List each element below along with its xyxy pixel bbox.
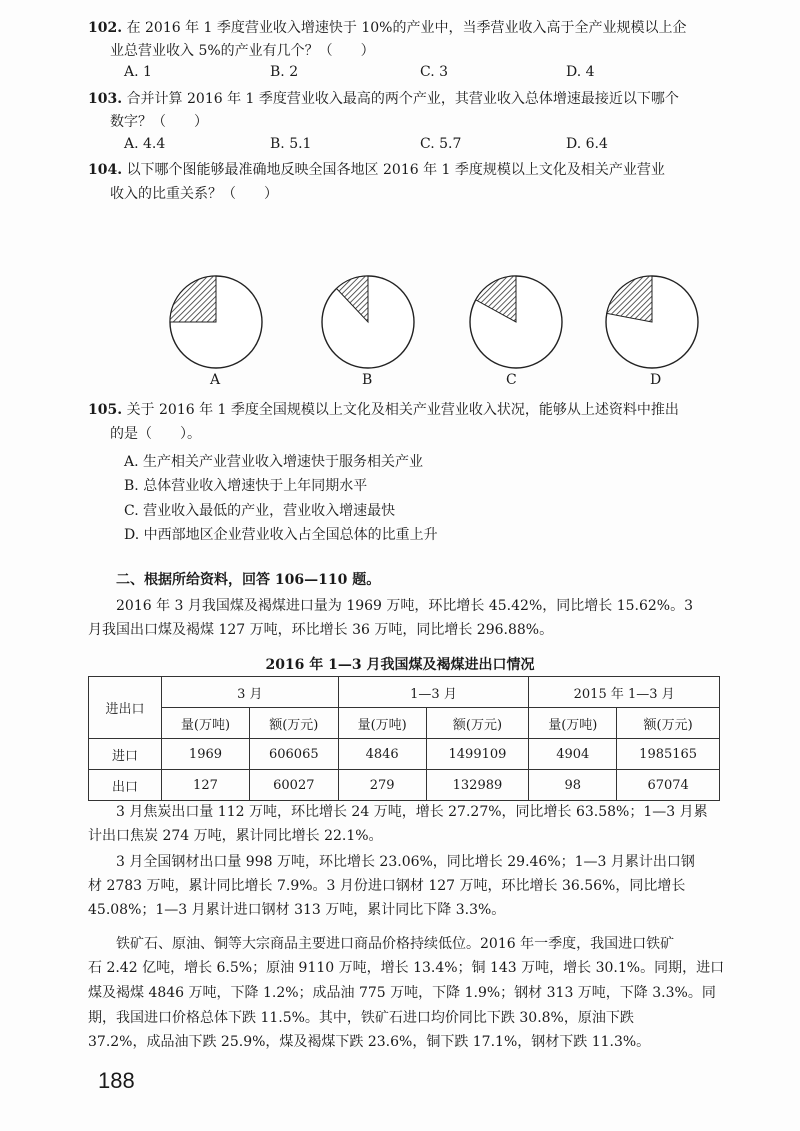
q105-option-c: C. 营业收入最低的产业，营业收入增速最快 xyxy=(124,503,396,519)
coal-trade-table xyxy=(88,676,720,801)
q105-option-b: B. 总体营业收入增速快于上年同期水平 xyxy=(124,478,368,494)
pie-c xyxy=(466,272,566,372)
q105-option-a: A. 生产相关产业营业收入增速快于服务相关产业 xyxy=(124,454,424,470)
cell: 67074 xyxy=(617,770,720,801)
pie-slice-hatched xyxy=(170,276,216,322)
question-text: 关于 2016 年 1 季度全国规模以上文化及相关产业营业收入状况，能够从上述资料中推出 xyxy=(126,402,679,418)
paragraph-line: 期，我国进口价格总体下跌 11.5%。其中，铁矿石进口均价同比下跌 30.8%，原油下跌 xyxy=(88,1010,634,1026)
table-corner-header: 进出口 xyxy=(89,677,162,739)
q103-option-c: C. 5.7 xyxy=(420,136,462,152)
cell: 4904 xyxy=(529,739,617,770)
paragraph-line: 37.2%，成品油下跌 25.9%，煤及褐煤下跌 23.6%，铜下跌 17.1%，钢材下跌 11.3%。 xyxy=(88,1034,651,1050)
question-number: 102. xyxy=(88,20,123,36)
paragraph-line: 3 月焦炭出口量 112 万吨，环比增长 24 万吨，增长 27.27%，同比增长 63.58%；1—3 月累 xyxy=(88,804,708,820)
row-label: 出口 xyxy=(89,770,162,801)
question-text: 在 2016 年 1 季度营业收入增速快于 10%的产业中，当季营业收入高于全产业规模以上企 xyxy=(126,20,687,36)
sub-header: 量(万吨) xyxy=(162,708,250,739)
table-row xyxy=(89,770,720,801)
table-title: 2016 年 1—3 月我国煤及褐煤进出口情况 xyxy=(265,657,535,673)
cell: 606065 xyxy=(249,739,338,770)
cell: 4846 xyxy=(338,739,426,770)
pie-label-d: D xyxy=(650,372,662,388)
pie-b xyxy=(318,272,418,372)
q102-line1 xyxy=(88,18,686,38)
question-number: 104. xyxy=(88,162,123,178)
paragraph-line: 2016 年 3 月我国煤及褐煤进口量为 1969 万吨，环比增长 45.42%，同比增长 15.62%。3 xyxy=(116,598,693,614)
q103-line2: 数字？（ ） xyxy=(110,114,208,130)
q102-option-b: B. 2 xyxy=(270,64,299,80)
table-row xyxy=(89,739,720,770)
sub-header: 额(万元) xyxy=(617,708,720,739)
question-number: 103. xyxy=(88,91,123,107)
cell: 1499109 xyxy=(426,739,529,770)
q105-option-d: D. 中西部地区企业营业收入占全国总体的比重上升 xyxy=(124,527,438,543)
q102-option-c: C. 3 xyxy=(420,64,449,80)
paragraph-line: 45.08%；1—3 月累计进口钢材 313 万吨，累计同比下降 3.3%。 xyxy=(88,902,506,918)
q103-option-a: A. 4.4 xyxy=(124,136,166,152)
paragraph-line: 石 2.42 亿吨，增长 6.5%；原油 9110 万吨，增长 13.4%；铜 143 万吨，增长 30.1%。同期，进口 xyxy=(88,960,725,976)
pie-label-a: A xyxy=(210,372,221,388)
q105-line1 xyxy=(88,400,679,420)
pie-slice-hatched xyxy=(607,276,652,322)
q104-line1 xyxy=(88,160,665,180)
paragraph-line: 3 月全国钢材出口量 998 万吨，环比增长 23.06%，同比增长 29.46%；1—3 月累计出口钢 xyxy=(88,854,695,870)
sub-header: 量(万吨) xyxy=(529,708,617,739)
group-header: 2015 年 1—3 月 xyxy=(529,677,720,708)
sub-header: 额(万元) xyxy=(249,708,338,739)
section-heading: 二、根据所给资料，回答 106—110 题。 xyxy=(116,572,381,588)
paragraph-line: 计出口焦炭 274 万吨，累计同比增长 22.1%。 xyxy=(88,828,383,844)
pie-label-c: C xyxy=(506,372,517,388)
group-header: 1—3 月 xyxy=(338,677,529,708)
question-text: 以下哪个图能够最准确地反映全国各地区 2016 年 1 季度规模以上文化及相关产业营业 xyxy=(126,162,665,178)
pie-label-b: B xyxy=(362,372,373,388)
page-number: 188 xyxy=(98,1068,135,1093)
row-label: 进口 xyxy=(89,739,162,770)
group-header: 3 月 xyxy=(162,677,339,708)
paragraph-line: 月我国出口煤及褐煤 127 万吨，环比增长 36 万吨，同比增长 296.88%。 xyxy=(88,622,554,638)
question-number: 105. xyxy=(88,402,123,418)
cell: 127 xyxy=(162,770,250,801)
cell: 1969 xyxy=(162,739,250,770)
q102-option-d: D. 4 xyxy=(566,64,595,80)
cell: 60027 xyxy=(249,770,338,801)
q103-option-b: B. 5.1 xyxy=(270,136,312,152)
cell: 1985165 xyxy=(617,739,720,770)
cell: 132989 xyxy=(426,770,529,801)
q105-line2: 的是（ ）。 xyxy=(110,426,201,442)
paragraph-line: 材 2783 万吨，累计同比增长 7.9%。3 月份进口钢材 127 万吨，环比增长 36.56%，同比增长 xyxy=(88,878,686,894)
pie-a xyxy=(166,272,266,372)
q104-line2: 收入的比重关系？（ ） xyxy=(110,186,278,202)
q103-option-d: D. 6.4 xyxy=(566,136,608,152)
q102-line2: 业总营业收入 5%的产业有几个？（ ） xyxy=(110,43,375,59)
cell: 98 xyxy=(529,770,617,801)
paragraph-line: 煤及褐煤 4846 万吨，下降 1.2%；成品油 775 万吨，下降 1.9%；钢材 313 万吨，下降 3.3%。同 xyxy=(88,985,716,1001)
q103-line1 xyxy=(88,89,679,109)
question-text: 合并计算 2016 年 1 季度营业收入最高的两个产业，其营业收入总体增速最接近以下哪个 xyxy=(126,91,679,107)
pie-d xyxy=(602,272,702,372)
cell: 279 xyxy=(338,770,426,801)
sub-header: 量(万吨) xyxy=(338,708,426,739)
sub-header: 额(万元) xyxy=(426,708,529,739)
q102-option-a: A. 1 xyxy=(124,64,152,80)
paragraph-line: 铁矿石、原油、铜等大宗商品主要进口商品价格持续低位。2016 年一季度，我国进口铁矿 xyxy=(88,936,675,952)
